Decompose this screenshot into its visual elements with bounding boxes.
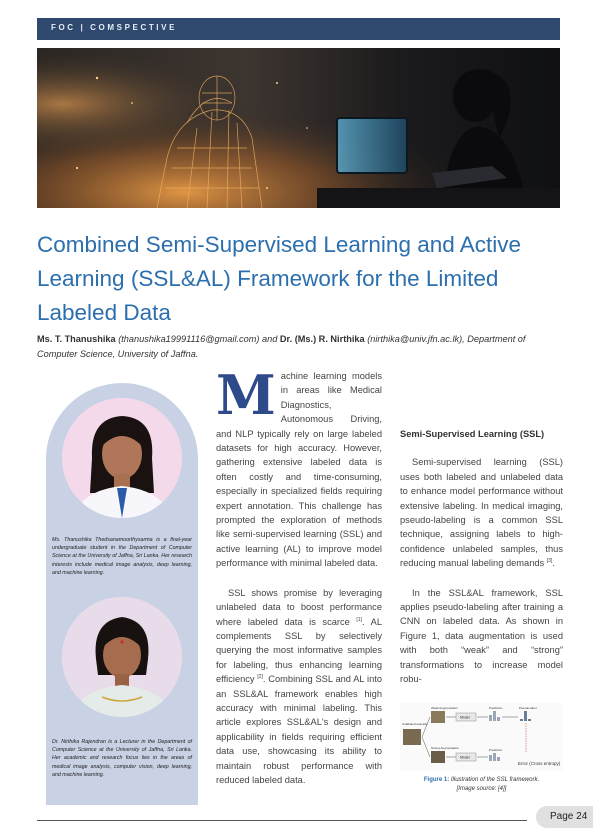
author1-name: Ms. T. Thanushika — [37, 334, 116, 344]
figure-caption-source: [Image source: [4]] — [456, 786, 507, 792]
page-number: Page 24 — [550, 811, 588, 822]
label-error: Error (Cross entropy) — [518, 761, 561, 766]
paragraph-framework: In the SSL&AL framework, SSL applies pseudo-labeling after training a CNN on labeled data. As shown in Figure 1, data augmentation is used with both “weak” and “strong” transformations to increase model robu- — [400, 587, 563, 685]
figure-caption-text: Illustration of the SSL framework. — [449, 777, 540, 783]
citation-3[interactable]: [3] — [546, 558, 553, 565]
footer-rule — [37, 820, 527, 821]
author2-email[interactable]: (nirthika@univ.jfn.ac.lk) — [367, 334, 463, 344]
author1-bio: Ms. Thanushika Thedsanamoorthysarma is a final-year undergraduate student in the Department of Computer Science at the University of Jaffna, Sri Lanka. Her research interests include medical image analysis, deep learning, and machine learning. — [52, 537, 192, 576]
section-heading-ssl: Semi-Supervised Learning (SSL) — [400, 429, 545, 439]
drop-cap: M — [216, 363, 276, 427]
article-title: Combined Semi-Supervised Learning and Active Learning (SSL&AL) Framework for the Limited Labeled Data — [37, 232, 522, 325]
author2-name: Dr. (Ms.) R. Nirthika — [279, 334, 365, 344]
author2-bio: Dr. Nirthika Rajendran is a Lecturer in the Department of Computer Science at the University of Jaffna, Sri Lanka. Her academic and research focus lies in the areas of medical image analysis, computer vision, deep learning, and machine learning. — [52, 739, 192, 778]
weak-aug-image — [431, 711, 445, 723]
label-model-top: Model — [460, 715, 470, 720]
unlabeled-image — [403, 729, 421, 745]
author-affiliation: , Department of Computer Science, University of Jaffna. — [37, 334, 526, 359]
hero-image — [37, 48, 560, 208]
ssl-framework-figure — [400, 703, 563, 771]
author1-photo — [62, 398, 182, 518]
figure-caption-label: Figure 1: — [423, 777, 450, 783]
byline-and: and — [259, 334, 280, 344]
paragraph-intro: achine learning models in areas like Medical Diagnostics, Autonomous Driving, and NLP typically rely on large labeled datasets for high accuracy. However, gathering extensive labeled data is often costly and time-consuming, especially in specialized fields requiring expert annotation. This challenge has prompted the exploration of methods like semi-supervised learning (SSL) and active learning (AL) to improve model performance with minimal labeled data. — [216, 371, 382, 569]
author2-photo — [62, 597, 182, 717]
label-model-bottom: Model — [460, 755, 470, 760]
section-label: FOC | COMSPECTIVE — [51, 23, 178, 32]
label-unlabeled: Unlabeled example — [402, 722, 428, 726]
page-number-tab — [536, 806, 593, 828]
citation-1[interactable]: [1] — [356, 616, 362, 623]
label-weak: Weak Augmentation — [431, 706, 458, 710]
label-pseudo: Pseudo-label — [519, 706, 537, 710]
author-byline — [37, 332, 567, 362]
strong-aug-image — [431, 751, 445, 763]
body-column-2 — [400, 369, 563, 687]
citation-2[interactable]: [2] — [257, 674, 263, 681]
body-column-1 — [216, 363, 383, 787]
ssl-framework-diagram — [400, 703, 563, 771]
label-prediction-top: Prediction — [489, 706, 503, 710]
paragraph-ssl: Semi-supervised learning (SSL) uses both labeled and unlabeled data to enhance model performance without extensive labeling. In medical imaging, pseudo-labeling is a common SSL technique, assigning labels to high-confidence unlabeled samples, thus reducing manual labeling demands [3]. — [400, 457, 563, 569]
paragraph-ssl-al: SSL shows promise by leveraging unlabeled data to boost performance where labeled data is scarce [1]. AL complements SSL by selectively querying the most informative samples for labeling, thus enhancing learning efficiency [2]. Combining SSL and AL into an SSL&AL framework enables high accuracy with minimal labeling. This article explores SSL&AL's design and applicability in fields requiring efficient data use, showcasing its ability to maintain robust performance with reduced labeled data. — [216, 587, 383, 785]
figure-caption — [400, 776, 563, 794]
label-strong: Strong Augmentation — [431, 746, 460, 750]
section-header-bar — [37, 18, 560, 40]
author1-email[interactable]: (thanushika19991116@gmail.com) — [118, 334, 260, 344]
label-prediction-bottom: Prediction — [489, 748, 503, 752]
